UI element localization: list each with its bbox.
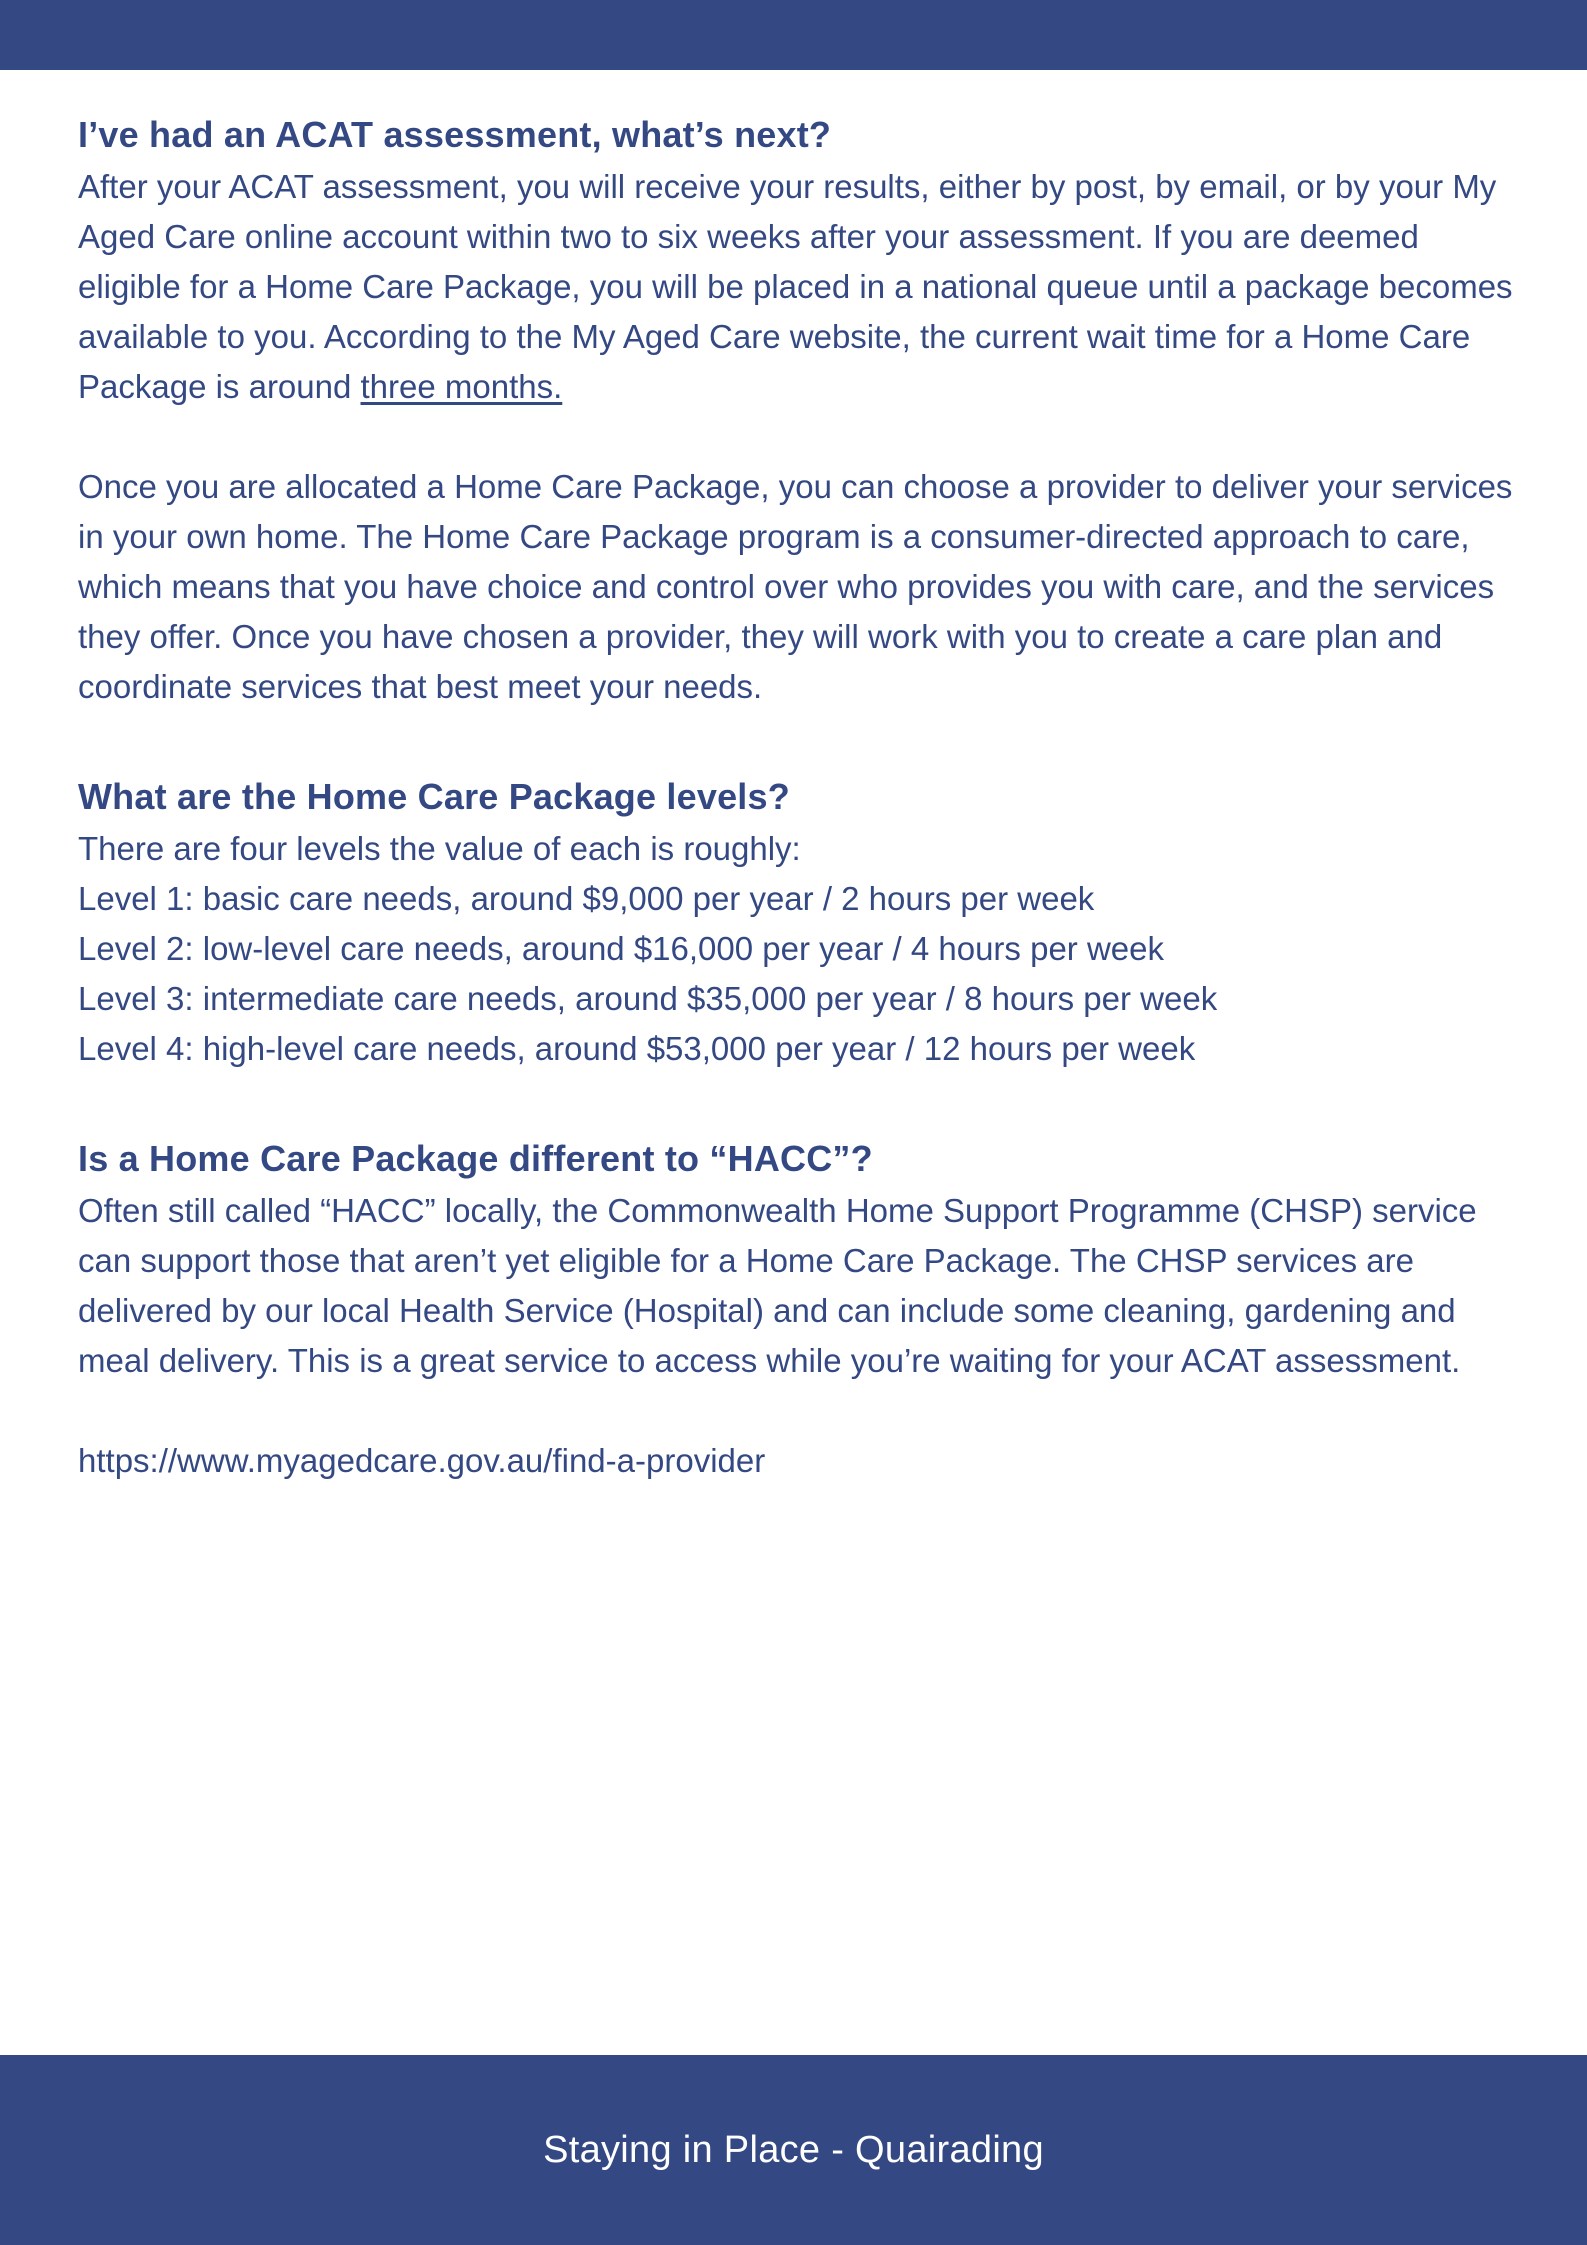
level-item: Level 3: intermediate care needs, around $35,000 per year / 8 hours per week [78, 980, 1218, 1017]
spacer [78, 1386, 1518, 1436]
provider-paragraph: Once you are allocated a Home Care Package, you can choose a provider to deliver your services in your own home. The Home Care Package program is a consumer-directed approach to care, which means that you have choice and control over who provides you with care, and the services they offer. Once you have chosen a provider, they will work with you to create a care plan and coordinate services that best meet your needs. [78, 468, 1513, 705]
provider-url[interactable]: https://www.myagedcare.gov.au/find-a-provider [78, 1442, 766, 1479]
section-heading-acat: I’ve had an ACAT assessment, what’s next? [78, 114, 832, 155]
hacc-paragraph: Often still called “HACC” locally, the Commonwealth Home Support Programme (CHSP) service can support those that aren’t yet eligible for a Home Care Package. The CHSP services are delivered by our local Health Service (Hospital) and can include some cleaning, gardening and meal delivery. This is a great service to access while you’re waiting for your ACAT assessment. [78, 1192, 1477, 1379]
acat-paragraph [78, 162, 1518, 412]
levels-list [78, 824, 1518, 1074]
level-item: Level 4: high-level care needs, around $53,000 per year / 12 hours per week [78, 1030, 1196, 1067]
spacer [78, 412, 1518, 462]
spacer [78, 712, 1518, 770]
level-item: Level 2: low-level care needs, around $16,000 per year / 4 hours per week [78, 930, 1164, 967]
footer-title: Staying in Place - Quairading [543, 2128, 1044, 2171]
main-content [78, 108, 1518, 1486]
acat-paragraph-text: After your ACAT assessment, you will receive your results, either by post, by email, or by your My Aged Care online account within two to six weeks after your assessment. If you are deemed eligible for a Home Care Package, you will be placed in a national queue until a package becomes available to you. According to the My Aged Care website, the current wait time for a Home Care Package is around [78, 168, 1513, 405]
three-months-link[interactable]: three months. [360, 368, 563, 405]
spacer [78, 1074, 1518, 1132]
section-heading-levels: What are the Home Care Package levels? [78, 776, 790, 817]
levels-intro: There are four levels the value of each is roughly: [78, 830, 801, 867]
footer-bar [0, 2055, 1587, 2245]
level-item: Level 1: basic care needs, around $9,000 per year / 2 hours per week [78, 880, 1095, 917]
section-heading-hacc: Is a Home Care Package different to “HACC”? [78, 1138, 873, 1179]
header-bar [0, 0, 1587, 70]
